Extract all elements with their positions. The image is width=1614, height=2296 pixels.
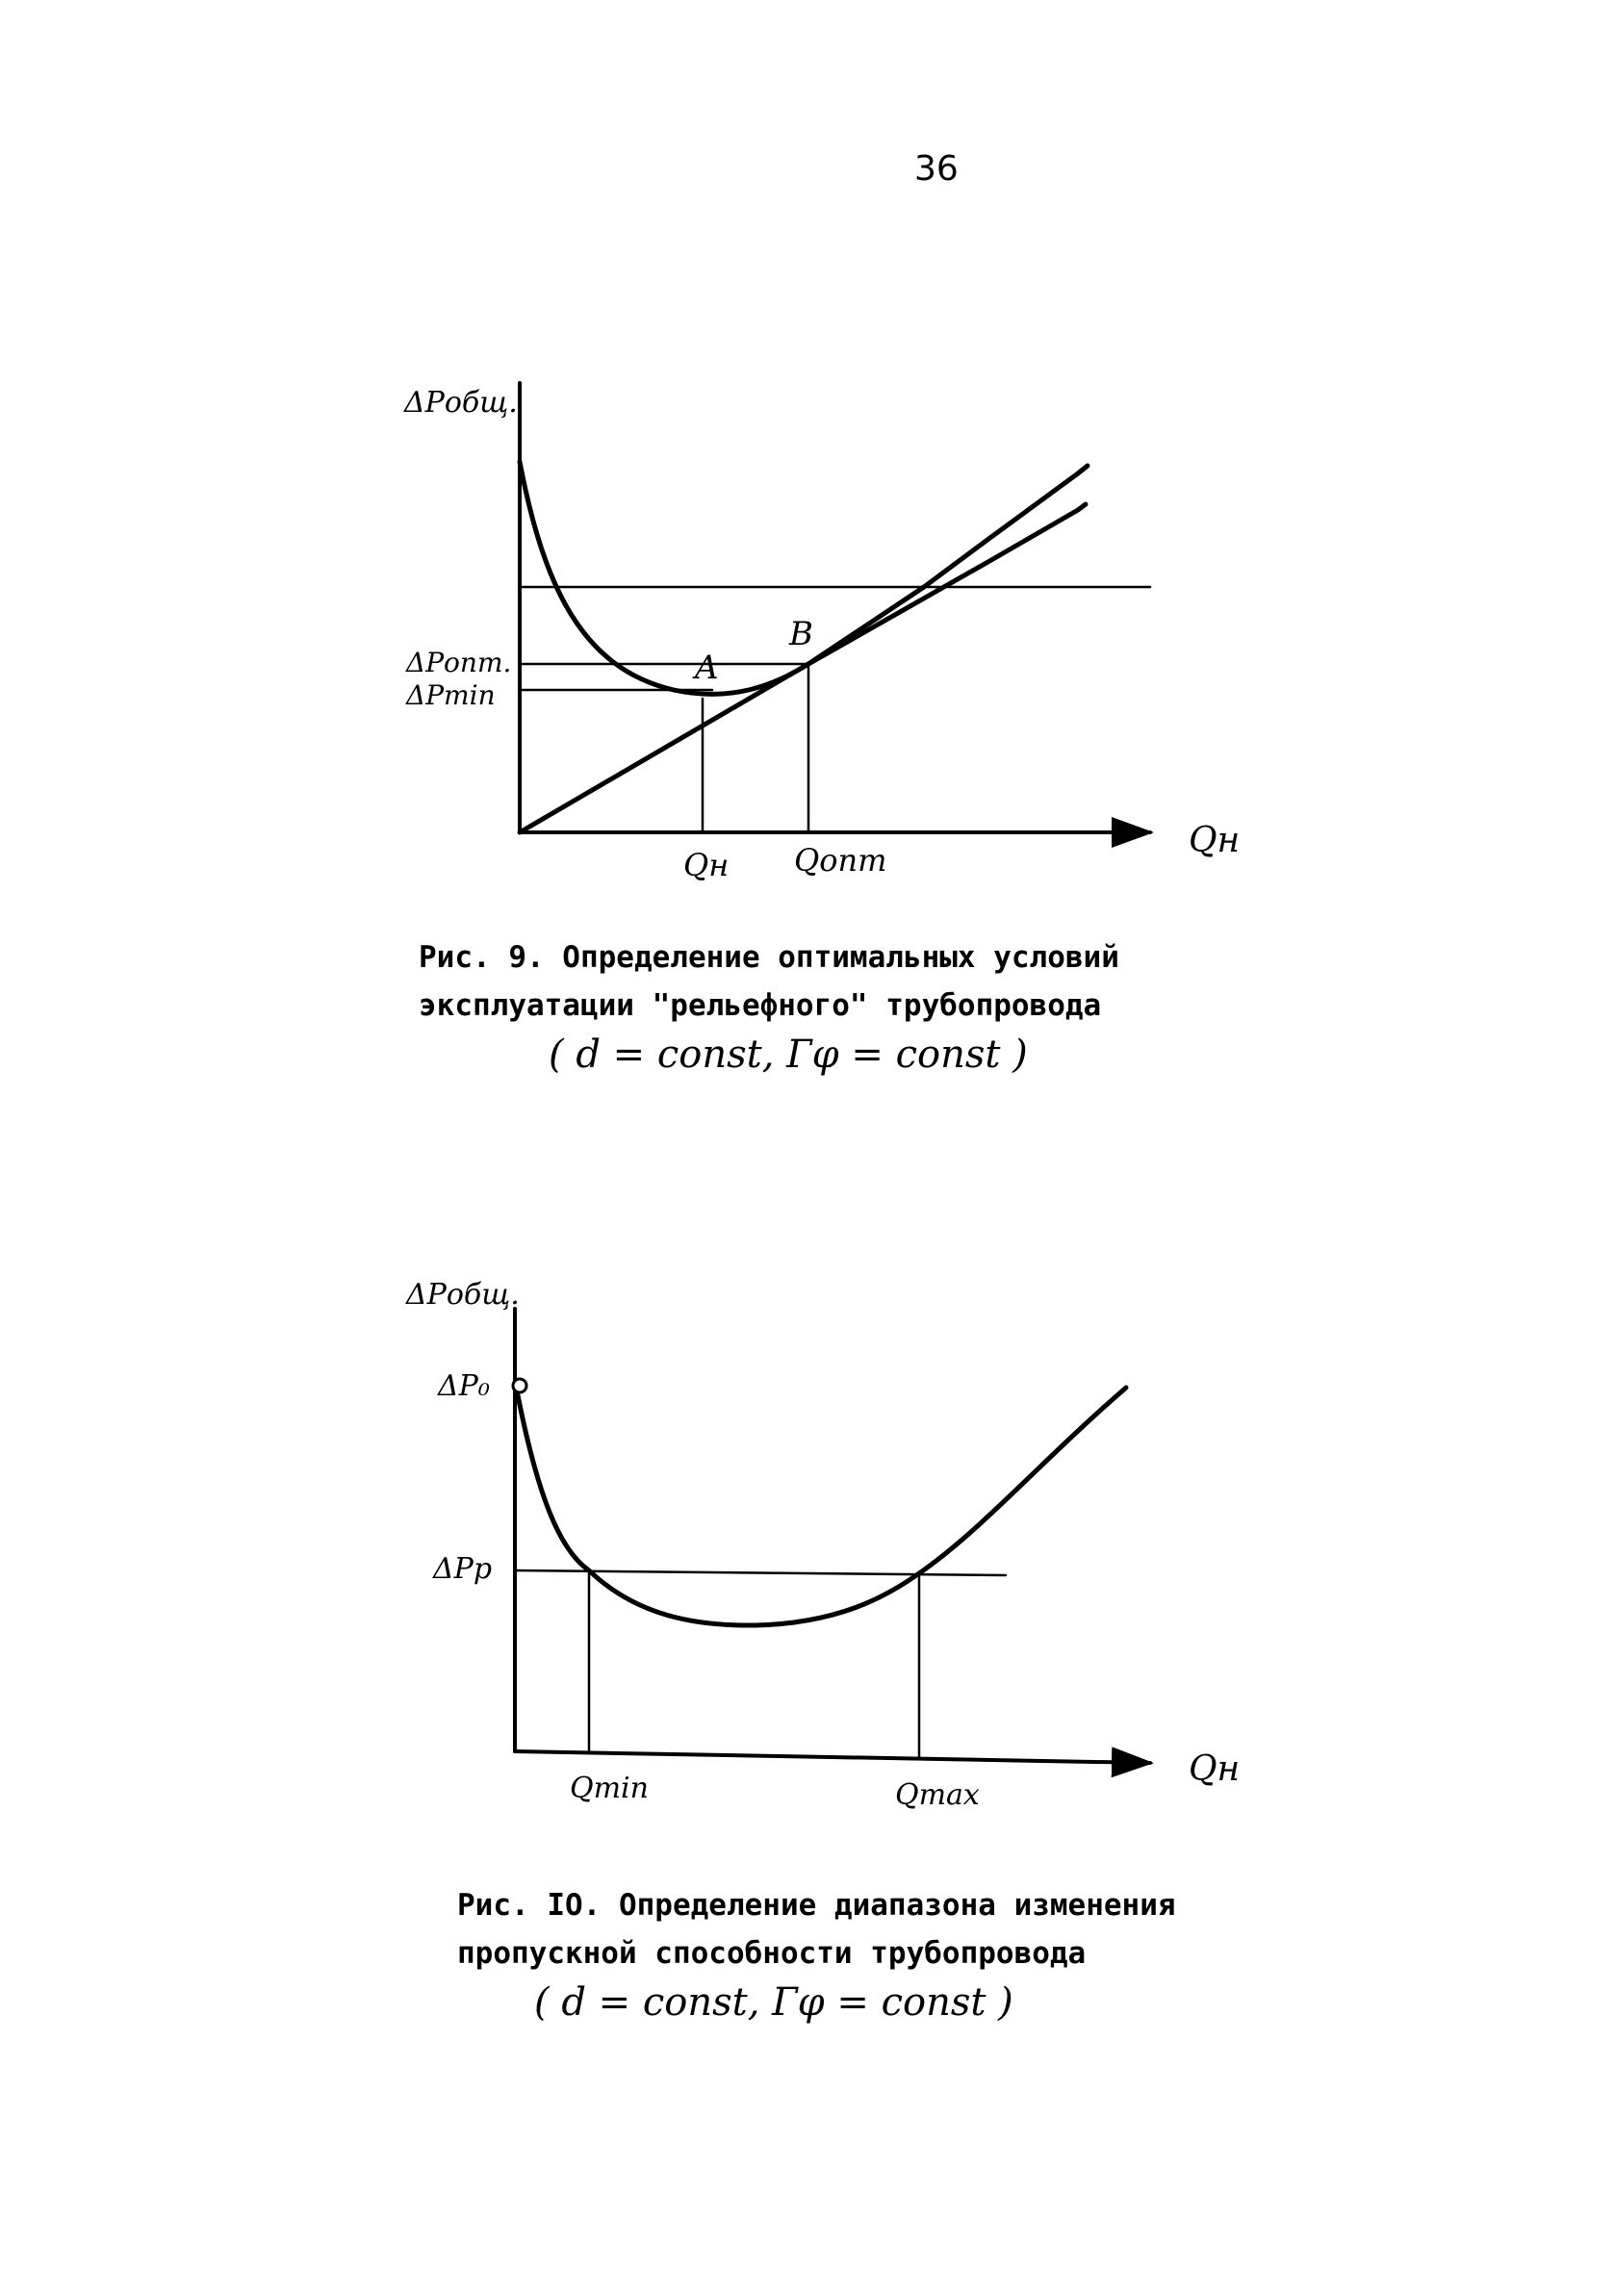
- chart-plot: [403, 383, 1240, 883]
- y-tick-min-label: ΔPmin: [406, 679, 496, 711]
- caption-line-1: Рис. IO. Определение диапазона изменения: [457, 1888, 1176, 1923]
- total-loss-curve: [520, 462, 808, 694]
- x-axis: [515, 1751, 1150, 1763]
- caption-line-2: пропускной способности трубопровода: [457, 1936, 1087, 1971]
- figure-10-diagram: [385, 1270, 1270, 1812]
- point-b-label: B: [789, 615, 813, 653]
- y-tick-opt-label: ΔPопт.: [406, 647, 512, 678]
- y-axis-label: ΔPобщ.: [404, 386, 518, 420]
- secondary-line: [808, 466, 1088, 664]
- caption-formula: ( d = const, Гφ = const ): [549, 1033, 1028, 1077]
- x-tick-opt-label: Qопт: [794, 842, 887, 879]
- x-axis-label: Qн: [1189, 1749, 1241, 1789]
- y-tick-p0-label: ΔP₀: [438, 1369, 490, 1403]
- figure-9-caption: [419, 933, 1119, 1080]
- caption-line-1: Рис. 9. Определение оптимальных условий: [419, 940, 1119, 975]
- x-tick-n-label: Qн: [683, 847, 730, 883]
- x-axis-label: Qн: [1189, 821, 1241, 860]
- figure-9-diagram: [385, 366, 1270, 905]
- y-tick-pp-label: ΔPp: [433, 1552, 493, 1586]
- point-a-label: A: [695, 649, 719, 687]
- total-loss-curve: [518, 1388, 1126, 1625]
- chart-plot: [405, 1278, 1240, 1812]
- caption-formula: ( d = const, Гφ = const ): [534, 1980, 1013, 2025]
- x-tick-max-label: Qmax: [895, 1778, 980, 1812]
- caption-line-2: эксплуатации "рельефного" трубопровода: [419, 988, 1102, 1023]
- page-number: 36: [914, 149, 959, 189]
- y-axis-label: ΔPобщ.: [406, 1278, 520, 1312]
- figure-10-caption: [457, 1881, 1176, 2028]
- x-tick-min-label: Qmin: [570, 1772, 649, 1805]
- initial-point-marker: [513, 1379, 526, 1392]
